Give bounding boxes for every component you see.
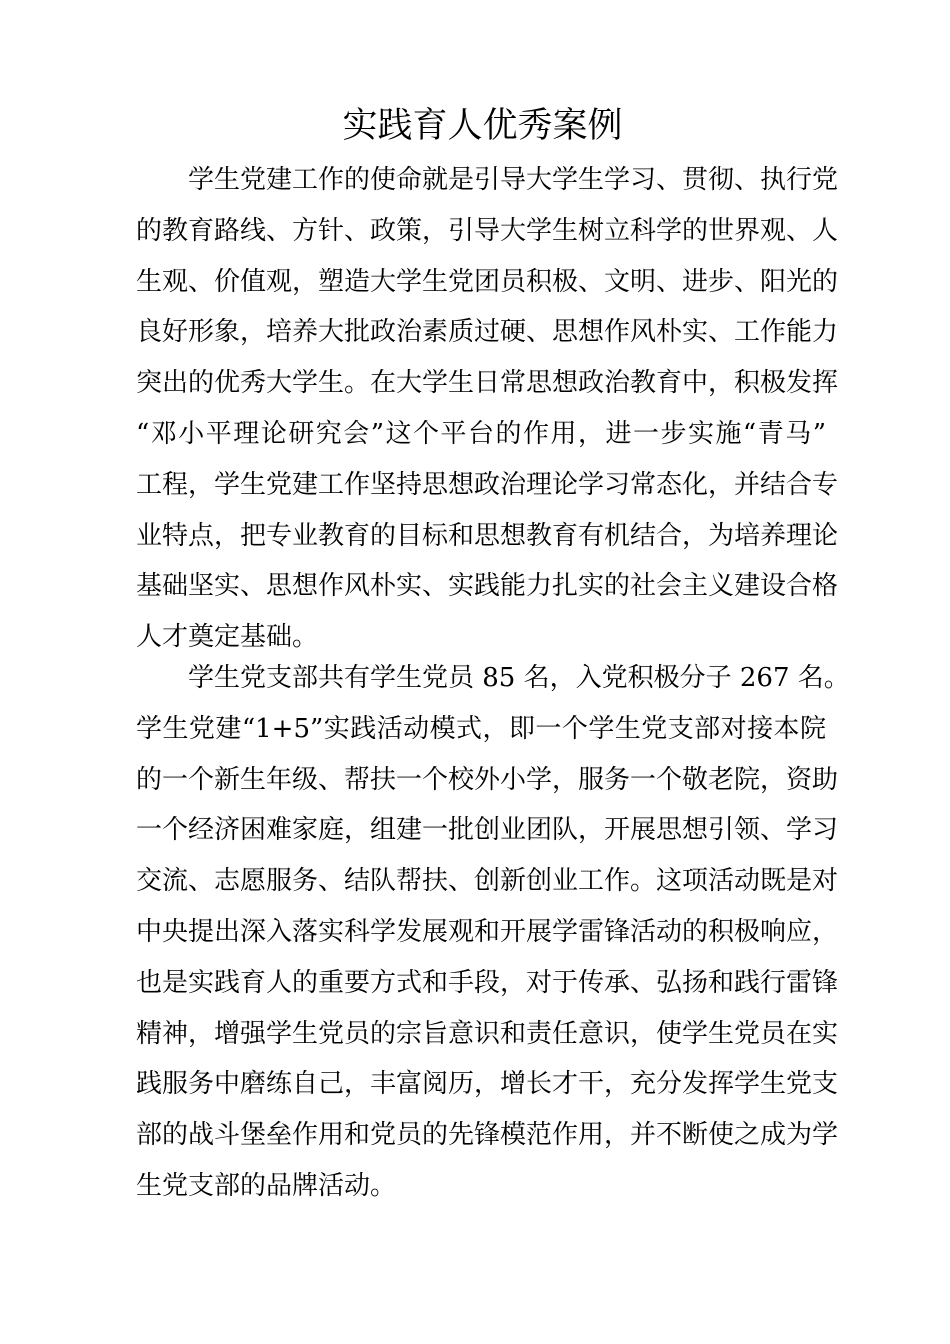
paragraph-line: 基础坚实、思想作风朴实、实践能力扎实的社会主义建设合格 [136,571,839,602]
paragraph-line: 生观、价值观，塑造大学生党团员积极、文明、进步、阳光的 [136,266,839,297]
paragraph-line: 中央提出深入落实科学发展观和开展学雷锋活动的积极响应， [136,916,839,947]
paragraph-line: 精神，增强学生党员的宗旨意识和责任意识，使学生党员在实 [136,1018,839,1049]
paragraph-line: 交流、志愿服务、结队帮扶、创新创业工作。这项活动既是对 [136,866,839,897]
paragraph-line: 良好形象，培养大批政治素质过硬、思想作风朴实、工作能力 [136,317,839,348]
paragraph-line: 部的战斗堡垒作用和党员的先锋模范作用，并不断使之成为学 [136,1120,839,1151]
paragraph-line: 业特点，把专业教育的目标和思想教育有机结合，为培养理论 [136,520,839,551]
paragraph-line: 的教育路线、方针、政策，引导大学生树立科学的世界观、人 [136,215,839,246]
paragraph-line: 学生党建“1+5”实践活动模式，即一个学生党支部对接本院 [136,713,826,744]
paragraph-1 [136,155,839,663]
paragraph-line: “邓小平理论研究会”这个平台的作用，进一步实施“青马” [136,418,826,449]
paragraph-line: 工程，学生党建工作坚持思想政治理论学习常态化，并结合专 [136,469,839,500]
paragraph-line: 突出的优秀大学生。在大学生日常思想政治教育中，积极发挥 [136,368,839,399]
paragraph-line: 也是实践育人的重要方式和手段，对于传承、弘扬和践行雷锋 [136,967,839,998]
paragraph-line: 践服务中磨练自己，丰富阅历，增长才干，充分发挥学生党支 [136,1069,839,1100]
paragraph-line: 学生党建工作的使命就是引导大学生学习、贯彻、执行党 [188,165,839,195]
paragraph-2 [136,653,850,1212]
document-title: 实践育人优秀案例 [342,106,623,146]
paragraph-line: 一个经济困难家庭，组建一批创业团队，开展思想引领、学习 [136,815,839,846]
paragraph-line: 学生党支部共有学生党员 85 名，入党积极分子 267 名。 [188,663,850,693]
paragraph-line: 人才奠定基础。 [136,622,319,653]
paragraph-line: 的一个新生年级、帮扶一个校外小学，服务一个敬老院，资助 [136,764,839,795]
paragraph-line: 生党支部的品牌活动。 [136,1170,397,1201]
